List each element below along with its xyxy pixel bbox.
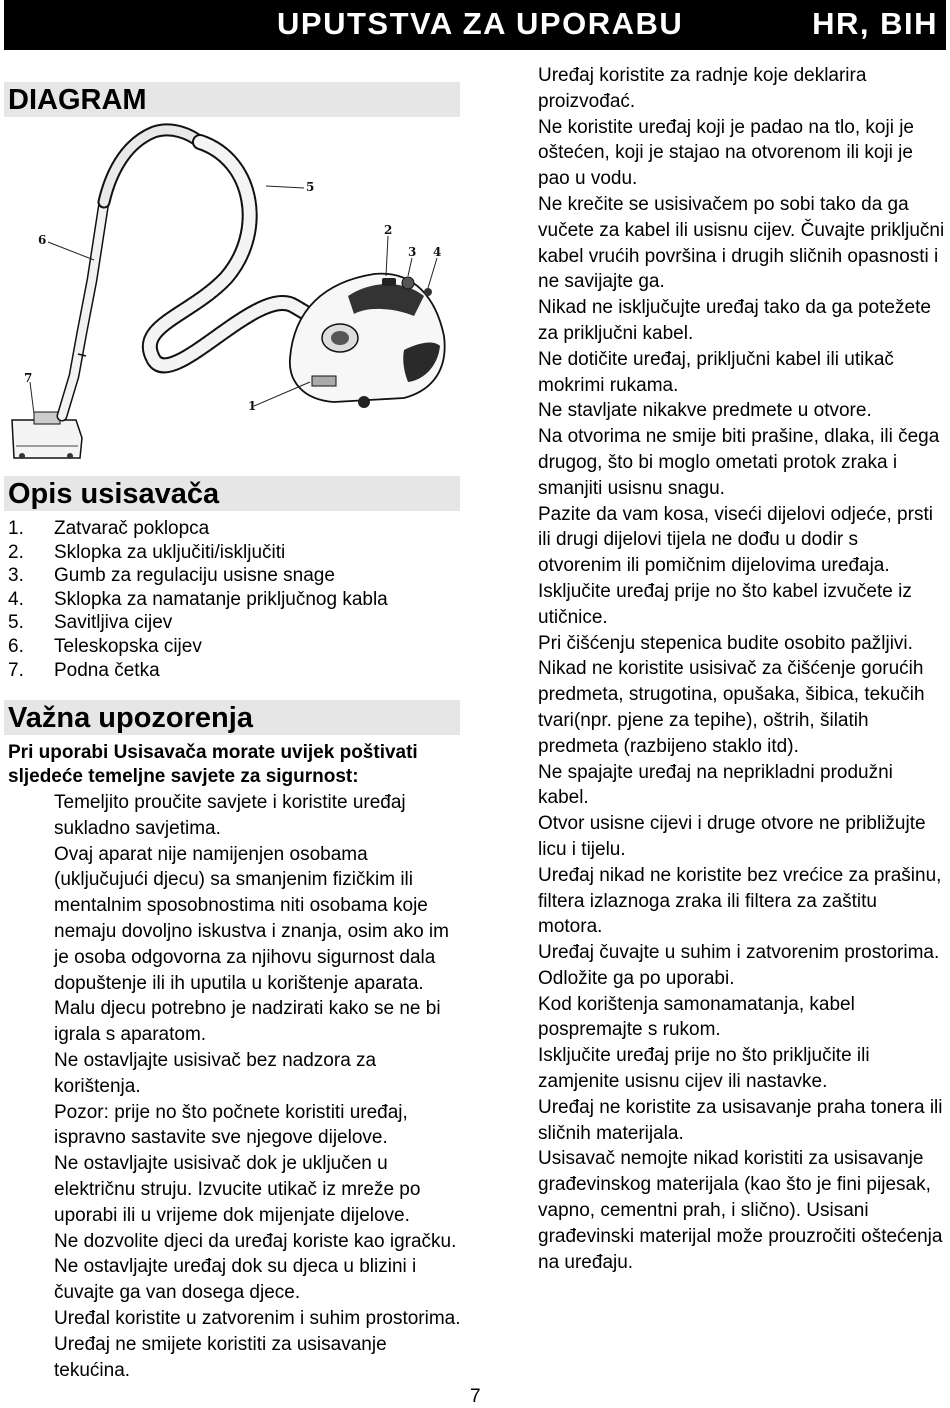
- warning-paragraph: Uređaj ne koristite za usisavanje praha tonera ili sličnih materijala.: [538, 1096, 943, 1144]
- warning-paragraph: Ovaj aparat nije namijenjen osobama (uključujući djecu) sa smanjenim fizičkim ili mentalnim sposobnostima niti osobama koje nemaju dovoljno iskustva i znanja, osim ako im je osoba odgovorna za njihovu sigurnost dala dopuštenje ili ih uputila u korištenje aparata. Malu djecu potrebno je nadzirati kako se ne bi igrala s aparatom.: [54, 843, 449, 1046]
- warnings-intro: Pri uporabi Usisavača morate uvijek poštivati sljedeće temeljne savjete za sigurnost:: [8, 742, 418, 787]
- item-number: 6.: [8, 635, 24, 657]
- callout-6: 6: [38, 233, 47, 247]
- warning-paragraph: Ne ostavljajte usisivač bez nadzora za korištenja.: [54, 1049, 377, 1097]
- page-number: 7: [470, 1386, 481, 1407]
- callout-5: 5: [306, 180, 315, 194]
- warning-paragraph: Ne dotičite uređaj, priključni kabel ili utikač mokrimi rukama.: [538, 348, 894, 396]
- item-label: Savitljiva cijev: [54, 612, 173, 634]
- warning-paragraph: Uređaj čuvajte u suhim i zatvorenim prostorima. Odložite ga po uporabi.: [538, 942, 940, 989]
- list-item: [8, 611, 388, 635]
- warning-paragraph: Temeljito proučite savjete i koristite uređaj sukladno savjetima.: [54, 792, 406, 839]
- item-number: 1.: [8, 518, 24, 539]
- warning-paragraph: Kod korištenja samonamatanja, kabel pospremajte s rukom.: [538, 993, 855, 1041]
- item-number: 4.: [8, 588, 24, 610]
- warning-paragraph: Ne krečite se usisivačem po sobi tako da ga vučete za kabel ili usisnu cijev. Čuvajte priključni kabel vrućih površina i drugih sličnih opasnosti i ne savijajte ga.: [538, 193, 945, 293]
- left-warnings: [54, 790, 464, 1383]
- vacuum-diagram: [4, 120, 460, 470]
- warning-paragraph: Usisavač nemojte nikad koristiti za usisavanje građevinskog materijala (kao što je fini pijesak, vapno, cementni prah, i slično). Usisani građevinski materijal može prouzročiti oštećenja na uređaju.: [538, 1148, 943, 1273]
- parts-list: [8, 517, 388, 682]
- right-warnings: [538, 63, 946, 1275]
- warning-paragraph: Na otvorima ne smije biti prašine, dlaka, ili čega drugog, što bi moglo ometati protok zraka i smanjiti usisnu snagu.: [538, 426, 940, 499]
- item-number: 7.: [8, 659, 24, 681]
- vazna-heading: Važna upozorenja: [4, 700, 460, 735]
- diagram-heading: DIAGRAM: [4, 82, 460, 117]
- warning-paragraph: Ne dozvolite djeci da uređaj koriste kao igračku. Ne ostavljajte uređaj dok su djeca u blizini i čuvajte ga van dosega djece.: [54, 1230, 457, 1304]
- item-label: Teleskopska cijev: [54, 635, 202, 657]
- warning-paragraph: Nikad ne isključujte uređaj tako da ga potežete za priključni kabel.: [538, 297, 931, 344]
- warning-paragraph: Otvor usisne cijevi i druge otvore ne približujte licu i tijelu.: [538, 813, 926, 860]
- list-item: [8, 517, 388, 541]
- item-number: 3.: [8, 565, 24, 587]
- item-number: 2.: [8, 541, 24, 563]
- warning-paragraph: Ne koristite uređaj koji je padao na tlo, koji je oštećen, koji je stajao na otvorenom ili koji je pao u vodu.: [538, 116, 914, 190]
- callout-4: 4: [433, 245, 442, 259]
- floor-brush: [12, 420, 82, 458]
- list-item: [8, 659, 388, 683]
- warning-paragraph: Ne spajajte uređaj na neprikladni produžni kabel.: [538, 761, 893, 809]
- callout-7: 7: [24, 371, 33, 385]
- warning-paragraph: Pozor: prije no što počnete koristiti uređaj, ispravno sastavite sve njegove dijelove.: [54, 1101, 408, 1149]
- opis-heading: Opis usisavača: [4, 476, 460, 511]
- warning-paragraph: Isključite uređaj prije no što kabel izvučete iz utičnice.: [538, 580, 912, 628]
- warning-paragraph: Pri čišćenju stepenica budite osobito pažljivi.: [538, 632, 913, 654]
- warning-paragraph: Uređaj koristite za radnje koje deklarira proizvođać.: [538, 65, 867, 112]
- header-language: HR, BIH: [812, 6, 938, 41]
- list-item: [8, 635, 388, 659]
- warning-paragraph: Uređal koristite u zatvorenim i suhim prostorima. Uređaj ne smijete koristiti za usisavanje tekućina.: [54, 1307, 461, 1381]
- warning-paragraph: Isključite uređaj prije no što priključite ili zamjenite usisnu cijev ili nastavke.: [538, 1045, 870, 1093]
- callout-2: 2: [384, 223, 393, 237]
- callout-3: 3: [408, 245, 417, 259]
- item-number: 5.: [8, 612, 24, 634]
- item-label: Gumb za regulaciju usisne snage: [54, 565, 335, 587]
- warning-paragraph: Uređaj nikad ne koristite bez vrećice za prašinu, filtera izlaznoga zraka ili filtera za zaštitu motora.: [538, 864, 942, 938]
- header-bar: [4, 0, 946, 50]
- warning-paragraph: Ne ostavljajte usisivač dok je uključen u električnu struju. Izvucite utikač iz mreže po uporabi ili u vrijeme dok mijenjate dijelove.: [54, 1153, 421, 1226]
- item-label: Sklopka za uključiti/isključiti: [54, 541, 286, 563]
- warning-paragraph: Nikad ne koristite usisivač za čišćenje gorućih predmeta, strugotina, opušaka, šibica, tekučih tvari(npr. pjene za tepihe), oštrih, šilatih predmeta (razbijeno staklo itd).: [538, 658, 925, 757]
- item-label: Sklopka za namatanje priključnog kabla: [54, 588, 388, 610]
- header-title: UPUTSTVA ZA UPORABU: [277, 6, 684, 41]
- item-label: Zatvarač poklopca: [54, 518, 210, 539]
- item-label: Podna četka: [54, 659, 160, 681]
- list-item: [8, 588, 388, 612]
- warning-paragraph: Pazite da vam kosa, viseći dijelovi odjeće, prsti ili drugi dijelovi tijela ne dođu u dodir s otvorenim ili pomičnim dijelovima uređaja.: [538, 503, 933, 577]
- warning-paragraph: Ne stavljate nikakve predmete u otvore.: [538, 400, 872, 422]
- callout-1: 1: [248, 399, 257, 413]
- list-item: [8, 564, 388, 588]
- list-item: [8, 541, 388, 565]
